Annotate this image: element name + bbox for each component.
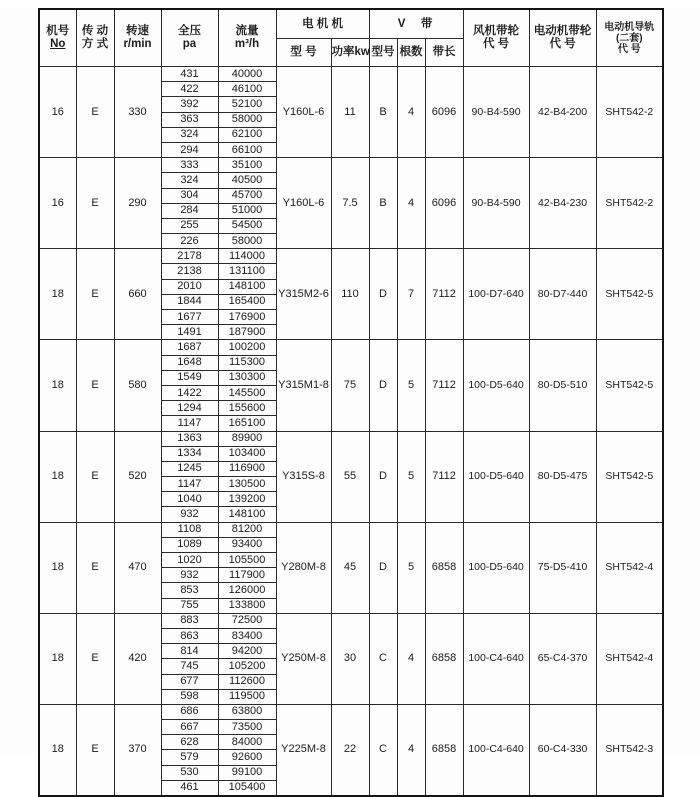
cell-pressure: 1147 <box>161 416 218 431</box>
cell-drive-mode: E <box>76 704 114 796</box>
cell-belt-length: 7112 <box>425 249 463 340</box>
cell-fan-pulley: 100-D5-640 <box>463 522 529 613</box>
cell-pressure: 363 <box>161 112 218 127</box>
fan-spec-table <box>38 8 664 797</box>
cell-pressure: 686 <box>161 704 218 719</box>
cell-pressure: 255 <box>161 218 218 233</box>
cell-flow: 35100 <box>218 158 276 173</box>
cell-fan-pulley: 100-D5-640 <box>463 340 529 431</box>
cell-flow: 58000 <box>218 234 276 249</box>
cell-pressure: 932 <box>161 507 218 522</box>
cell-motor-power: 11 <box>331 67 369 158</box>
cell-motor-power: 45 <box>331 522 369 613</box>
cell-machine-no: 16 <box>39 158 76 249</box>
cell-motor-model: Y160L-6 <box>276 158 331 249</box>
cell-motor-pulley: 80-D5-475 <box>529 431 596 522</box>
cell-flow: 94200 <box>218 644 276 659</box>
cell-flow: 92600 <box>218 750 276 765</box>
cell-flow: 155600 <box>218 401 276 416</box>
cell-flow: 130500 <box>218 477 276 492</box>
cell-flow: 148100 <box>218 507 276 522</box>
table-row <box>39 613 663 628</box>
cell-machine-no: 18 <box>39 613 76 704</box>
cell-pressure: 1363 <box>161 431 218 446</box>
cell-belt-length: 6858 <box>425 522 463 613</box>
cell-belt-type: D <box>369 431 397 522</box>
table-row <box>39 431 663 446</box>
cell-flow: 100200 <box>218 340 276 355</box>
cell-speed: 420 <box>114 613 161 704</box>
cell-belt-type: D <box>369 249 397 340</box>
cell-flow: 58000 <box>218 112 276 127</box>
cell-drive-mode: E <box>76 158 114 249</box>
header-motor-model: 型 号 <box>276 39 331 67</box>
cell-speed: 330 <box>114 67 161 158</box>
cell-motor-model: Y280M-8 <box>276 522 331 613</box>
cell-flow: 115300 <box>218 355 276 370</box>
cell-motor-power: 110 <box>331 249 369 340</box>
header-flow: 流量 m³/h <box>218 9 276 67</box>
cell-flow: 116900 <box>218 461 276 476</box>
spec-sheet <box>0 8 700 794</box>
cell-rail: SHT542-5 <box>596 431 663 522</box>
cell-flow: 45700 <box>218 188 276 203</box>
header-motor-rail: 电动机导轨 (二套) 代 号 <box>596 9 663 67</box>
cell-machine-no: 18 <box>39 522 76 613</box>
cell-machine-no: 18 <box>39 431 76 522</box>
cell-fan-pulley: 90-B4-590 <box>463 158 529 249</box>
header-speed: 转速 r/min <box>114 9 161 67</box>
cell-speed: 290 <box>114 158 161 249</box>
cell-flow: 126000 <box>218 583 276 598</box>
cell-pressure: 2138 <box>161 264 218 279</box>
cell-pressure: 598 <box>161 689 218 704</box>
cell-motor-model: Y315M2-6 <box>276 249 331 340</box>
cell-belt-type: C <box>369 704 397 796</box>
cell-rail: SHT542-5 <box>596 249 663 340</box>
cell-pressure: 1040 <box>161 492 218 507</box>
header-drive-mode: 传 动 方 式 <box>76 9 114 67</box>
cell-belt-type: B <box>369 67 397 158</box>
cell-flow: 114000 <box>218 249 276 264</box>
cell-belt-count: 7 <box>397 249 425 340</box>
cell-flow: 117900 <box>218 568 276 583</box>
cell-motor-pulley: 42-B4-230 <box>529 158 596 249</box>
cell-pressure: 1245 <box>161 461 218 476</box>
table-row <box>39 522 663 537</box>
cell-belt-count: 4 <box>397 67 425 158</box>
cell-speed: 520 <box>114 431 161 522</box>
cell-pressure: 1549 <box>161 370 218 385</box>
cell-motor-model: Y315M1-8 <box>276 340 331 431</box>
cell-pressure: 294 <box>161 142 218 157</box>
cell-flow: 148100 <box>218 279 276 294</box>
cell-machine-no: 18 <box>39 340 76 431</box>
cell-pressure: 667 <box>161 720 218 735</box>
cell-flow: 176900 <box>218 310 276 325</box>
cell-motor-model: Y250M-8 <box>276 613 331 704</box>
cell-flow: 133800 <box>218 598 276 613</box>
cell-drive-mode: E <box>76 522 114 613</box>
cell-belt-length: 7112 <box>425 431 463 522</box>
cell-pressure: 677 <box>161 674 218 689</box>
cell-fan-pulley: 100-C4-640 <box>463 704 529 796</box>
cell-machine-no: 16 <box>39 67 76 158</box>
cell-pressure: 932 <box>161 568 218 583</box>
header-machine-no-en: No <box>50 38 66 50</box>
cell-machine-no: 18 <box>39 249 76 340</box>
cell-rail: SHT542-5 <box>596 340 663 431</box>
cell-pressure: 883 <box>161 613 218 628</box>
header-belt-length: 带长 <box>425 39 463 67</box>
cell-flow: 66100 <box>218 142 276 157</box>
cell-flow: 103400 <box>218 446 276 461</box>
cell-flow: 165100 <box>218 416 276 431</box>
cell-flow: 83400 <box>218 628 276 643</box>
cell-speed: 470 <box>114 522 161 613</box>
header-motor-power: 功率kw <box>331 39 369 67</box>
cell-flow: 105400 <box>218 780 276 796</box>
table-header <box>39 9 663 67</box>
cell-flow: 145500 <box>218 385 276 400</box>
cell-pressure: 853 <box>161 583 218 598</box>
cell-motor-pulley: 75-D5-410 <box>529 522 596 613</box>
cell-flow: 51000 <box>218 203 276 218</box>
cell-belt-count: 5 <box>397 431 425 522</box>
cell-motor-pulley: 80-D5-510 <box>529 340 596 431</box>
table-row <box>39 249 663 264</box>
cell-flow: 84000 <box>218 735 276 750</box>
cell-flow: 119500 <box>218 689 276 704</box>
cell-pressure: 755 <box>161 598 218 613</box>
cell-fan-pulley: 100-C4-640 <box>463 613 529 704</box>
cell-pressure: 422 <box>161 82 218 97</box>
header-motor-group: 电 机 机 <box>276 9 369 39</box>
cell-belt-length: 7112 <box>425 340 463 431</box>
cell-pressure: 1147 <box>161 477 218 492</box>
cell-belt-count: 5 <box>397 340 425 431</box>
cell-belt-type: C <box>369 613 397 704</box>
cell-motor-pulley: 65-C4-370 <box>529 613 596 704</box>
cell-motor-power: 55 <box>331 431 369 522</box>
cell-flow: 54500 <box>218 218 276 233</box>
cell-drive-mode: E <box>76 249 114 340</box>
cell-fan-pulley: 100-D5-640 <box>463 431 529 522</box>
table-row <box>39 340 663 355</box>
cell-motor-power: 7.5 <box>331 158 369 249</box>
cell-motor-pulley: 42-B4-200 <box>529 67 596 158</box>
cell-flow: 165400 <box>218 294 276 309</box>
cell-belt-count: 5 <box>397 522 425 613</box>
cell-pressure: 431 <box>161 67 218 82</box>
cell-rail: SHT542-4 <box>596 613 663 704</box>
cell-flow: 89900 <box>218 431 276 446</box>
cell-pressure: 863 <box>161 628 218 643</box>
cell-speed: 370 <box>114 704 161 796</box>
cell-flow: 105200 <box>218 659 276 674</box>
cell-flow: 81200 <box>218 522 276 537</box>
table-body <box>39 67 663 797</box>
cell-rail: SHT542-3 <box>596 704 663 796</box>
cell-pressure: 1294 <box>161 401 218 416</box>
cell-flow: 63800 <box>218 704 276 719</box>
cell-pressure: 1677 <box>161 310 218 325</box>
cell-flow: 105500 <box>218 553 276 568</box>
cell-pressure: 1687 <box>161 340 218 355</box>
cell-flow: 52100 <box>218 97 276 112</box>
cell-pressure: 1491 <box>161 325 218 340</box>
cell-flow: 131100 <box>218 264 276 279</box>
cell-flow: 112600 <box>218 674 276 689</box>
cell-fan-pulley: 100-D7-640 <box>463 249 529 340</box>
cell-flow: 72500 <box>218 613 276 628</box>
cell-pressure: 333 <box>161 158 218 173</box>
cell-flow: 130300 <box>218 370 276 385</box>
cell-drive-mode: E <box>76 431 114 522</box>
cell-motor-pulley: 80-D7-440 <box>529 249 596 340</box>
cell-pressure: 461 <box>161 780 218 796</box>
cell-pressure: 324 <box>161 127 218 142</box>
cell-flow: 40000 <box>218 67 276 82</box>
table-row <box>39 67 663 82</box>
cell-belt-length: 6096 <box>425 67 463 158</box>
cell-pressure: 1334 <box>161 446 218 461</box>
cell-pressure: 1089 <box>161 537 218 552</box>
header-motor-pulley: 电动机带轮 代 号 <box>529 9 596 67</box>
cell-flow: 62100 <box>218 127 276 142</box>
header-vbelt-group: V 带 <box>369 9 463 39</box>
cell-pressure: 579 <box>161 750 218 765</box>
cell-speed: 580 <box>114 340 161 431</box>
cell-belt-length: 6858 <box>425 704 463 796</box>
cell-flow: 187900 <box>218 325 276 340</box>
cell-pressure: 628 <box>161 735 218 750</box>
cell-pressure: 1108 <box>161 522 218 537</box>
cell-rail: SHT542-4 <box>596 522 663 613</box>
cell-motor-power: 30 <box>331 613 369 704</box>
cell-fan-pulley: 90-B4-590 <box>463 67 529 158</box>
cell-pressure: 2010 <box>161 279 218 294</box>
cell-pressure: 304 <box>161 188 218 203</box>
cell-belt-count: 4 <box>397 704 425 796</box>
cell-motor-model: Y225M-8 <box>276 704 331 796</box>
cell-pressure: 1020 <box>161 553 218 568</box>
cell-belt-length: 6858 <box>425 613 463 704</box>
cell-pressure: 1648 <box>161 355 218 370</box>
header-pressure: 全压 pa <box>161 9 218 67</box>
cell-flow: 73500 <box>218 720 276 735</box>
header-machine-no-cn: 机号 <box>46 25 70 37</box>
table-row <box>39 704 663 719</box>
table-row <box>39 158 663 173</box>
cell-motor-pulley: 60-C4-330 <box>529 704 596 796</box>
cell-belt-type: D <box>369 522 397 613</box>
cell-motor-power: 75 <box>331 340 369 431</box>
cell-pressure: 2178 <box>161 249 218 264</box>
cell-drive-mode: E <box>76 613 114 704</box>
cell-motor-model: Y160L-6 <box>276 67 331 158</box>
cell-flow: 40500 <box>218 173 276 188</box>
cell-pressure: 1422 <box>161 385 218 400</box>
cell-rail: SHT542-2 <box>596 67 663 158</box>
cell-machine-no: 18 <box>39 704 76 796</box>
cell-belt-count: 4 <box>397 158 425 249</box>
cell-pressure: 392 <box>161 97 218 112</box>
header-fan-pulley: 风机带轮 代 号 <box>463 9 529 67</box>
header-belt-model: 型号 <box>369 39 397 67</box>
cell-drive-mode: E <box>76 340 114 431</box>
header-belt-count: 根数 <box>397 39 425 67</box>
cell-pressure: 226 <box>161 234 218 249</box>
cell-motor-power: 22 <box>331 704 369 796</box>
cell-belt-count: 4 <box>397 613 425 704</box>
header-machine-no <box>39 9 76 67</box>
cell-pressure: 530 <box>161 765 218 780</box>
cell-drive-mode: E <box>76 67 114 158</box>
cell-belt-type: D <box>369 340 397 431</box>
cell-rail: SHT542-2 <box>596 158 663 249</box>
cell-speed: 660 <box>114 249 161 340</box>
cell-pressure: 814 <box>161 644 218 659</box>
cell-pressure: 324 <box>161 173 218 188</box>
cell-flow: 99100 <box>218 765 276 780</box>
cell-pressure: 745 <box>161 659 218 674</box>
cell-belt-length: 6096 <box>425 158 463 249</box>
cell-motor-model: Y315S-8 <box>276 431 331 522</box>
cell-pressure: 284 <box>161 203 218 218</box>
cell-flow: 139200 <box>218 492 276 507</box>
cell-belt-type: B <box>369 158 397 249</box>
cell-flow: 46100 <box>218 82 276 97</box>
cell-flow: 93400 <box>218 537 276 552</box>
cell-pressure: 1844 <box>161 294 218 309</box>
